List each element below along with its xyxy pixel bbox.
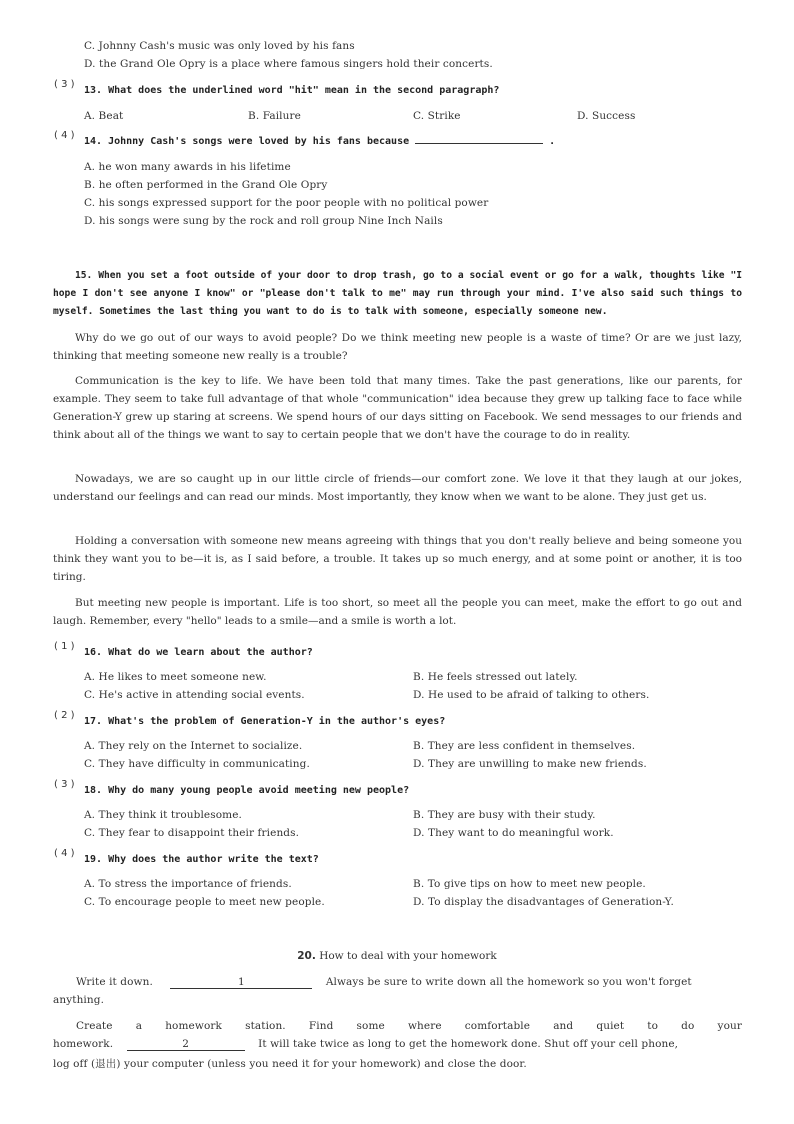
passage-20-line-3 [53,1038,742,1051]
option-19-a: A. To stress the importance of friends. [84,878,292,890]
answer-blank-2: 2 [127,1038,245,1051]
option-18-a: A. They think it troublesome. [84,809,242,821]
option-13-c: C. Strike [413,110,461,122]
passage-15-paragraph-5: But meeting new people is important. Life is too short, so meet all the people you can meet, make the effort to go out and laugh. Remember, every "hello" leads to a smile—and a smile is worth a lot. [53,597,742,627]
question-number-19: ( 4 ) [54,848,75,859]
option-14-c: C. his songs expressed support for the poor people with no political power [84,197,489,209]
question-17: 17. What's the problem of Generation-Y in the author's eyes? [84,716,446,727]
passage-15-paragraph-4: Holding a conversation with someone new means agreeing with things that you don't really believe and being someone you think they want you to be—it is, as I said before, a trouble. It takes up so much energy, and at some point or another, it is too tiring. [53,535,742,583]
passage-20-write-it-down: Write it down. [76,976,153,988]
passage-20-homework-label: homework. [53,1038,114,1050]
option-19-d: D. To display the disadvantages of Generation-Y. [413,896,674,908]
option-17-b: B. They are less confident in themselves. [413,740,636,752]
question-19: 19. Why does the author write the text? [84,854,319,865]
option-18-d: D. They want to do meaningful work. [413,827,614,839]
option-13-d: D. Success [577,110,636,122]
option-16-c: C. He's active in attending social events. [84,689,305,701]
question-14 [84,136,555,147]
question-number-17: ( 2 ) [54,710,75,721]
passage-20-line-1 [76,976,742,989]
option-18-c: C. They fear to disappoint their friends. [84,827,300,839]
question-number-13: ( 3 ) [54,79,75,90]
option-14-b: B. he often performed in the Grand Ole Opry [84,179,328,191]
option-16-a: A. He likes to meet someone new. [84,671,267,683]
passage-15-paragraph-3: Nowadays, we are so caught up in our little circle of friends—our comfort zone. We love it that they laugh at our jokes, understand our feelings and can read our minds. Most importantly, they know when we want to be alone. They just get us. [53,473,742,503]
option-13-a: A. Beat [84,110,124,122]
passage-20-title-text: How to deal with your homework [319,950,497,962]
option-12-d: D. the Grand Ole Opry is a place where famous singers hold their concerts. [84,58,493,70]
question-number-16: ( 1 ) [54,641,75,652]
passage-20-line-2 [76,1020,742,1032]
question-16: 16. What do we learn about the author? [84,647,313,658]
option-17-c: C. They have difficulty in communicating. [84,758,310,770]
option-17-a: A. They rely on the Internet to socialize. [84,740,303,752]
passage-15-paragraph-2: Communication is the key to life. We have been told that many times. Take the past generations, like our parents, for example. They seem to take full advantage of that whole "communication" idea because they grew up talking face to face while Generation-Y grew up staring at screens. We spend hours of our days sitting on Facebook. We send messages to our friends and think about all of the things we want to say to certain people that we don't have the courage to do in reality. [53,375,742,441]
question-number-18: ( 3 ) [54,779,75,790]
passage-15-intro: 15. When you set a foot outside of your door to drop trash, go to a social event or go for a walk, thoughts like "I hope I don't see anyone I know" or "please don't talk to me" may run through your mind. I've also said such things to myself. Sometimes the last thing you want to do is to talk with someone, especially someone new. [53,270,742,317]
passage-20-create-station: Create a homework station. Find some where comfortable and quiet to do your [76,1020,742,1032]
question-13: 13. What does the underlined word "hit" mean in the second paragraph? [84,85,500,96]
option-18-b: B. They are busy with their study. [413,809,596,821]
option-16-b: B. He feels stressed out lately. [413,671,578,683]
question-14-end: . [549,136,556,147]
passage-20-line-4: log off (退出) your computer (unless you need it for your homework) and close the door. [53,1058,527,1070]
option-14-d: D. his songs were sung by the rock and roll group Nine Inch Nails [84,215,443,227]
answer-blank-14 [415,143,543,144]
option-14-a: A. he won many awards in his lifetime [84,161,291,173]
passage-20-line-3-rest: It will take twice as long to get the homework done. Shut off your cell phone, [258,1038,679,1050]
passage-20-line-1-rest: Always be sure to write down all the homework so you won't forget [325,976,692,988]
option-12-c: C. Johnny Cash's music was only loved by his fans [84,40,355,52]
option-16-d: D. He used to be afraid of talking to others. [413,689,650,701]
passage-20-title [0,950,794,962]
passage-20-number: 20. [297,950,316,962]
option-17-d: D. They are unwilling to make new friends. [413,758,647,770]
question-14-text: 14. Johnny Cash's songs were loved by his fans because [84,136,410,147]
question-18: 18. Why do many young people avoid meeting new people? [84,785,410,796]
passage-20-line-1-cont: anything. [53,994,105,1006]
passage-15-paragraph-1: Why do we go out of our ways to avoid people? Do we think meeting new people is a waste of time? Or are we just lazy, thinking that meeting someone new really is a trouble? [53,332,742,362]
answer-blank-1: 1 [170,976,312,989]
question-number-14: ( 4 ) [54,130,75,141]
option-13-b: B. Failure [248,110,301,122]
option-19-b: B. To give tips on how to meet new people. [413,878,646,890]
option-19-c: C. To encourage people to meet new people. [84,896,325,908]
